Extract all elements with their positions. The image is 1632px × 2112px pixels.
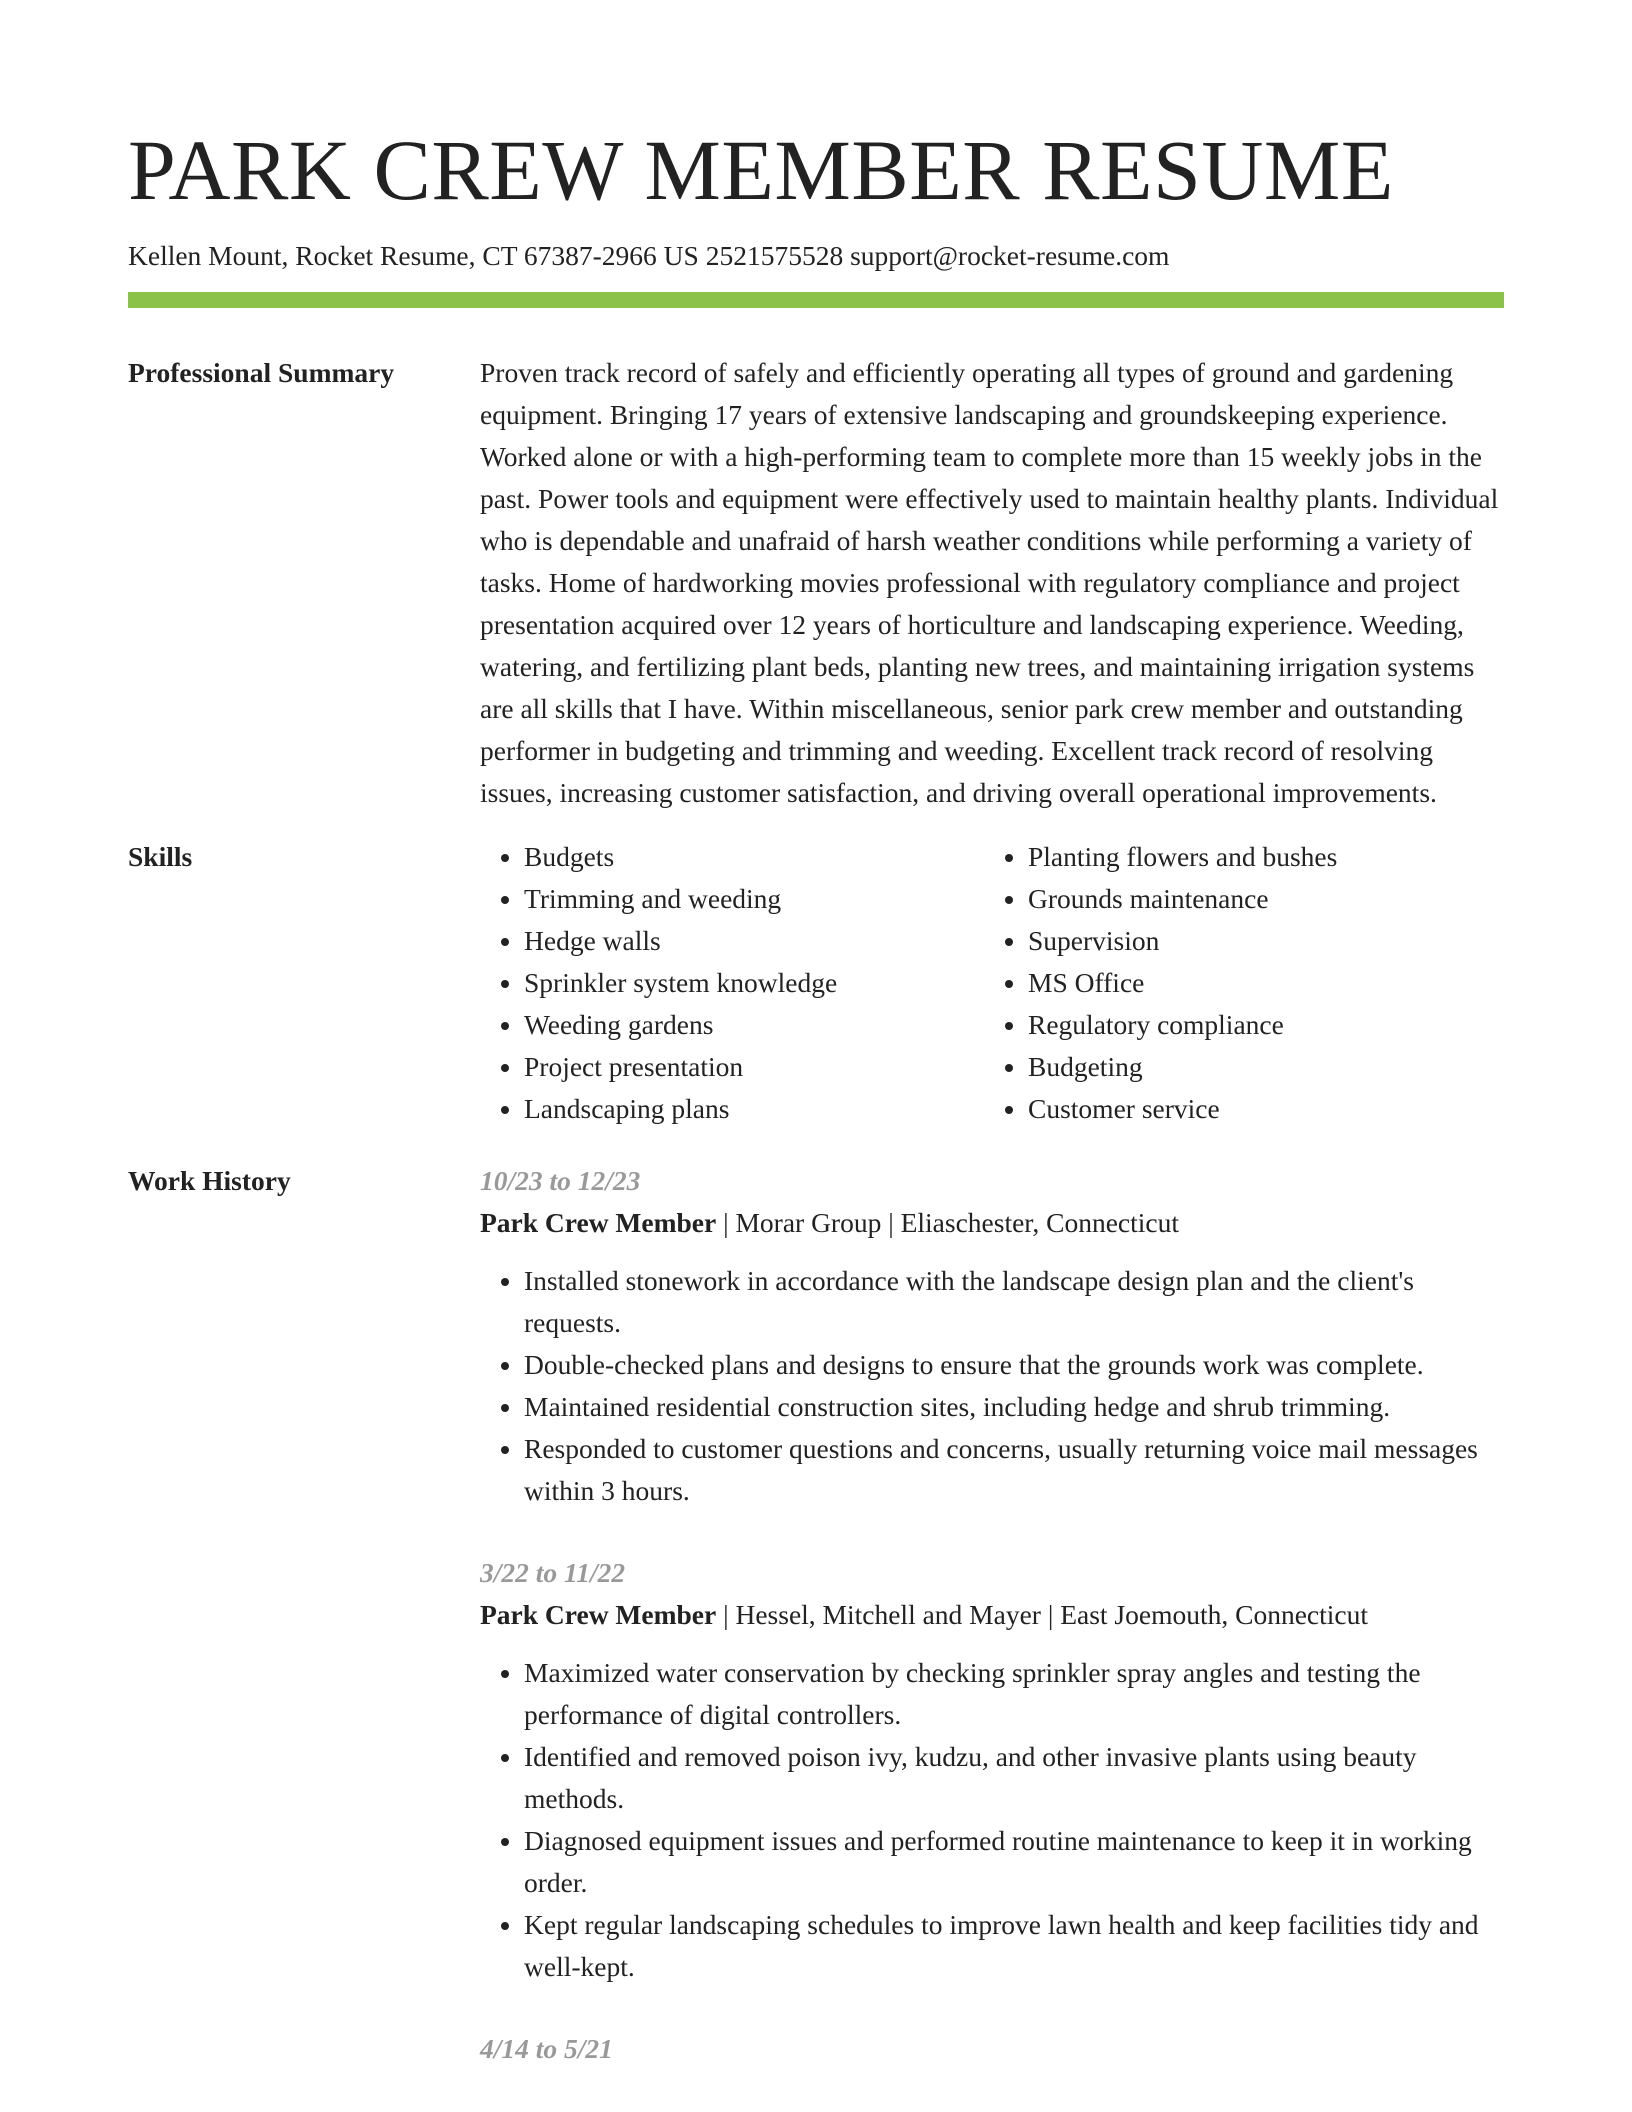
job-dates: 3/22 to 11/22 (480, 1557, 626, 1588)
job-bullet: • Diagnosed equipment issues and performed routine maintenance to keep it in working order. (524, 1820, 1504, 1904)
skills-section (128, 836, 1504, 1130)
job-entry (480, 2028, 1504, 2070)
resume-page (128, 0, 1504, 2102)
job-bullet: • Maximized water conservation by checking sprinkler spray angles and testing the performance of digital controllers. (524, 1652, 1504, 1736)
job-entry (480, 1160, 1504, 1512)
job-title-line (480, 1202, 1504, 1244)
header-divider (128, 292, 1504, 308)
section-label-work-history: Work History (128, 1165, 291, 1196)
summary-section (128, 352, 1504, 814)
skill-item: • Customer service (1028, 1088, 1488, 1130)
skill-item: • Grounds maintenance (1028, 878, 1488, 920)
skill-item: • Budgets (524, 836, 984, 878)
skill-item: • Planting flowers and bushes (1028, 836, 1488, 878)
work-history-list (480, 1160, 1504, 2102)
job-bullet: • Maintained residential construction sites, including hedge and shrub trimming. (524, 1386, 1504, 1428)
job-title: Park Crew Member (480, 1207, 717, 1238)
work-history-section (128, 1160, 1504, 2102)
skill-item: • Trimming and weeding (524, 878, 984, 920)
skill-item: • Weeding gardens (524, 1004, 984, 1046)
skill-item: • Supervision (1028, 920, 1488, 962)
section-label-skills: Skills (128, 841, 193, 872)
job-bullet: • Double-checked plans and designs to ensure that the grounds work was complete. (524, 1344, 1504, 1386)
job-bullet: • Kept regular landscaping schedules to improve lawn health and keep facilities tidy and well-kept. (524, 1904, 1504, 1988)
job-title-line (480, 1594, 1504, 1636)
job-dates: 4/14 to 5/21 (480, 2033, 613, 2064)
job-title: Park Crew Member (480, 1599, 717, 1630)
skill-item: • MS Office (1028, 962, 1488, 1004)
job-dates: 10/23 to 12/23 (480, 1165, 641, 1196)
skill-item: • Landscaping plans (524, 1088, 984, 1130)
job-bullet: • Installed stonework in accordance with the landscape design plan and the client's requests. (524, 1260, 1504, 1344)
skills-columns (480, 836, 1504, 1130)
skill-item: • Sprinkler system knowledge (524, 962, 984, 1004)
section-label-summary: Professional Summary (128, 357, 395, 388)
summary-text: Proven track record of safely and efficiently operating all types of ground and gardening equipment. Bringing 17 years of extensive landscaping and groundskeeping experience. Worked alone or with a high-performing team to complete more than 15 weekly jobs in the past. Power tools and equipment were effectively used to maintain healthy plants. Individual who is dependable and unafraid of harsh weather conditions while performing a variety of tasks. Home of hardworking movies professional with regulatory compliance and project presentation acquired over 12 years of horticulture and landscaping experience. Weeding, watering, and fertilizing plant beds, planting new trees, and maintaining irrigation systems are all skills that I have. Within miscellaneous, senior park crew member and outstanding performer in budgeting and trimming and weeding. Excellent track record of resolving issues, increasing customer satisfaction, and driving overall operational improvements. (480, 357, 1499, 808)
job-bullet: • Identified and removed poison ivy, kudzu, and other invasive plants using beauty methods. (524, 1736, 1504, 1820)
skills-list-left (480, 836, 984, 1130)
job-employer: | Hessel, Mitchell and Mayer | East Joemouth, Connecticut (716, 1599, 1368, 1630)
contact-line: Kellen Mount, Rocket Resume, CT 67387-2966 US 2521575528 support@rocket-resume.com (128, 240, 1170, 271)
job-employer: | Morar Group | Eliaschester, Connecticut (716, 1207, 1179, 1238)
skill-item: • Budgeting (1028, 1046, 1488, 1088)
job-bullets (480, 1652, 1504, 1988)
skills-list-right (984, 836, 1488, 1130)
job-bullets (480, 1260, 1504, 1512)
resume-title: PARK CREW MEMBER RESUME (128, 122, 1394, 218)
job-bullet: • Responded to customer questions and concerns, usually returning voice mail messages within 3 hours. (524, 1428, 1504, 1512)
job-entry (480, 1552, 1504, 1988)
skill-item: • Project presentation (524, 1046, 984, 1088)
skill-item: • Regulatory compliance (1028, 1004, 1488, 1046)
skill-item: • Hedge walls (524, 920, 984, 962)
